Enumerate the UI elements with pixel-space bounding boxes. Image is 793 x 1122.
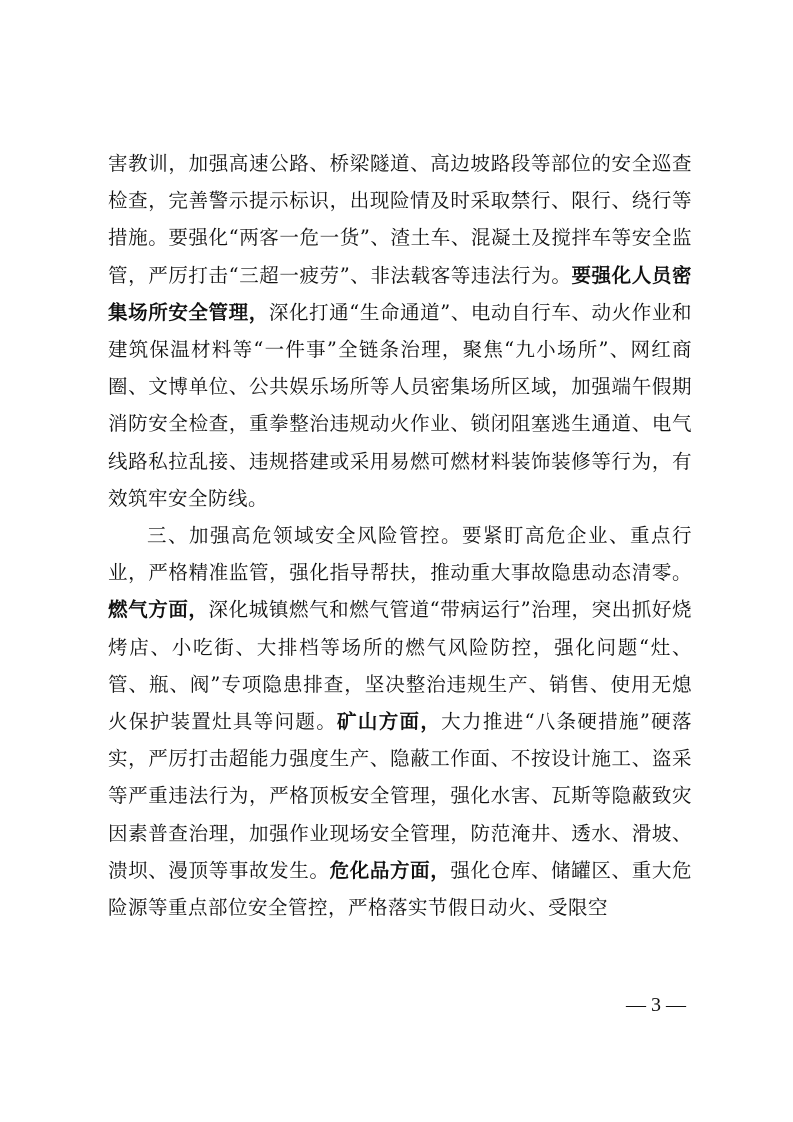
document-page — [108, 145, 692, 926]
emphasis-hazardous-chemicals: 危化品方面， — [329, 858, 451, 882]
body-paragraph-1 — [108, 145, 692, 517]
section-heading-3: 三、加强高危领域安全风险管控。 — [147, 524, 462, 548]
emphasis-crowded-places: 要强化人员密集场所安全管理， — [108, 263, 692, 324]
emphasis-gas: 燃气方面， — [108, 598, 209, 622]
emphasis-mining: 矿山方面， — [337, 710, 442, 734]
paragraph-text: 要紧盯高危企业、重点行业，严格精准监管，强化指导帮扶，推动重大事故隐患动态清零。 — [108, 524, 692, 585]
paragraph-text: 强化仓库、储罐区、重大危险源等重点部位安全管控，严格落实节假日动火、受限空 — [108, 858, 692, 920]
paragraph-text: 大力推进“八条硬措施”硬落实，严厉打击超能力强度生产、隐蔽工作面、不按设计施工、盗采等严重违法行为，严格顶板安全管理，强化水害、瓦斯等隐蔽致灾因素普查治理，加强作业现场安全管理，防范淹井、透水、滑坡、溃坝、漫顶等事故发生。 — [108, 710, 692, 882]
paragraph-text: 深化城镇燃气和燃气管道“带病运行”治理，突出抓好烧烤店、小吃街、大排档等场所的燃气风险防控，强化问题“灶、管、瓶、阀”专项隐患排查，坚决整治违规生产、销售、使用无熄火保护装置灶具等问题。 — [108, 598, 692, 734]
body-paragraph-2 — [108, 517, 692, 926]
paragraph-text: 深化打通“生命通道”、电动自行车、动火作业和建筑保温材料等“一件事”全链条治理，聚焦“九小场所”、网红商圈、文博单位、公共娱乐场所等人员密集场所区域，加强端午假期消防安全检查，重拳整治违规动火作业、锁闭阻塞逃生通道、电气线路私拉乱接、违规搭建或采用易燃可燃材料装饰装修等行为，有效筑牢安全防线。 — [108, 300, 692, 510]
page-number: — 3 — — [626, 994, 686, 1016]
paragraph-text: 害教训，加强高速公路、桥梁隧道、高边坡路段等部位的安全巡查检查，完善警示提示标识，出现险情及时采取禁行、限行、绕行等措施。要强化“两客一危一货”、渣土车、混凝土及搅拌车等安全监管，严厉打击“三超一疲劳”、非法载客等违法行为。 — [108, 152, 692, 287]
